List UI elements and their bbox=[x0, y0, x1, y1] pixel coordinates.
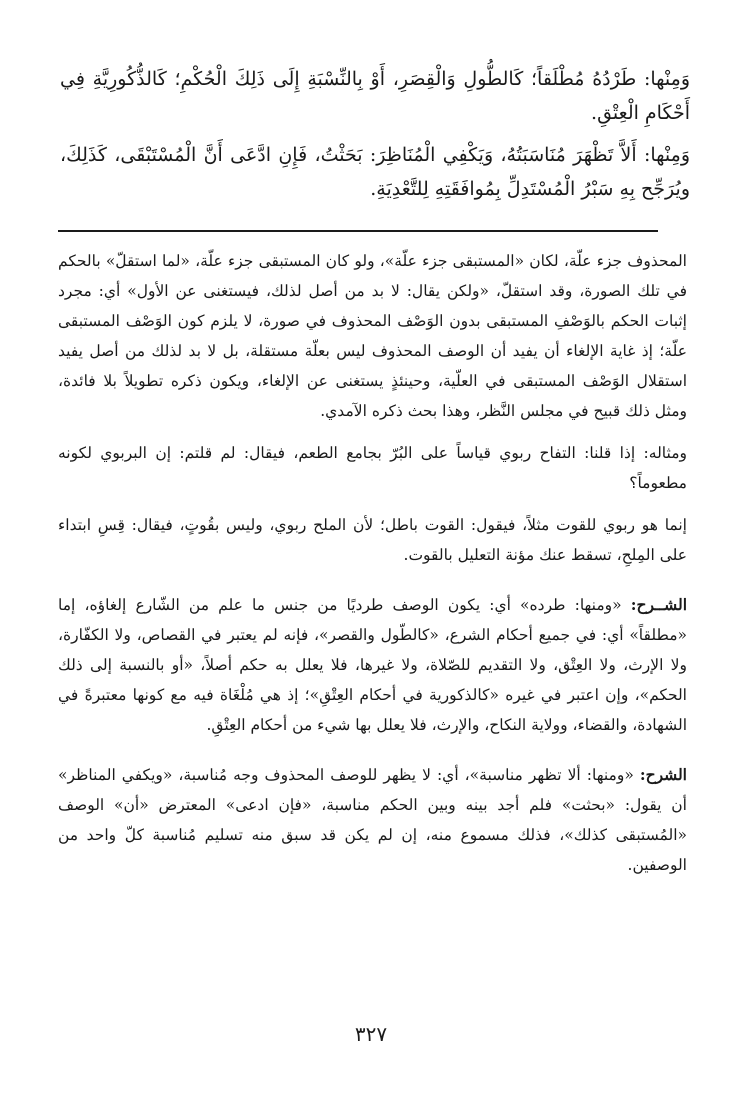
sharh-label: الشــرح: bbox=[630, 595, 687, 614]
page-number: ٣٢٧ bbox=[354, 1022, 388, 1046]
commentary-paragraph-5 bbox=[58, 760, 687, 880]
matn-line-2: وَمِنْها: أَلاَّ تَظْهَرَ مُنَاسَبَتُهُ، وَيَكْفِي الْمُنَاظِرَ: بَحَثْتُ، فَإِنِ ادَّعَى أَنَّ الْمُسْتَبْقَى، كَذَلِكَ، ويُرَجِّح بِهِ سَبْرُ الْمُسْتَدِلِّ بِمُوافَقَتِهِ لِلتَّعْدِيَةِ. bbox=[60, 144, 690, 200]
sharh-label-2: الشرح: bbox=[639, 765, 687, 784]
commentary-paragraph-5-text: «ومنها: ألا تظهر مناسبة»، أي: لا يظهر للوصف المحذوف وجه مُناسبة، «ويكفي المناظر» أن يقول: «بحثت» فلم أجد بينه وبين الحكم مناسبة، «فإن ادعى» المعترض «أن» الوصف «المُستبقى كذلك»، فذلك مسموع منه، إن لم يكن قد سبق منه تسليم مُناسبة كلّ واحد من الوصفين. bbox=[58, 766, 687, 874]
main-text bbox=[60, 62, 690, 214]
commentary-paragraph-2: ومثاله: إذا قلنا: التفاح ربوي قياساً على البُرّ بجامع الطعم، فيقال: لم قلتم: إن البربوي لكونه مطعوماً؟ bbox=[58, 444, 687, 492]
commentary-paragraph-4 bbox=[58, 590, 687, 740]
matn-line-1: وَمِنْها: طَرْدُهُ مُطْلَقاً؛ كَالطُّولِ وَالْقِصَرِ، أَوْ بِالنِّسْبَةِ إِلَى ذَلِكَ الْحُكْمِ؛ كَالذُّكُورِيَّةِ فِي أَحْكَامِ الْعِتْقِ. bbox=[60, 68, 690, 124]
commentary-paragraph-1: المحذوف جزء علّة، لكان «المستبقى جزء علّة»، ولو كان المستبقى جزء علّة، «لما استقلّ» بالحكم في تلك الصورة، وقد استقلّ، «ولكن يقال: لا بد من أصل لذلك، فيستغنى عن الأول» أي: مجرد إثبات الحكم بالوَصْفِ المستبقى بدون الوَصْف المحذوف في صورة، لا يلزم كون الوَصْف المستبقى علّة؛ إذ غاية الإلغاء أن يفيد أن الوصف المحذوف ليس بعلّة مستقلة، بل لا بد لذلك من أصل يفيد استقلال الوَصْف المستبقى في العلّية، وحينئذٍ يستغنى عن الإلغاء، ويكون ذكره تطويلاً بلا فائدة، ومثل ذلك قبيح في مجلس النَّظر، وهذا بحث ذكره الآمدي. bbox=[58, 252, 687, 420]
commentary bbox=[58, 246, 687, 880]
commentary-paragraph-4-text: «ومنها: طرده» أي: يكون الوصف طرديًا من جنس ما علم من الشّارع إلغاؤه، إما «مطلقاً» أي: في جميع أحكام الشرع، «كالطّول والقصر»، فإنه لم يعتبر في القصاص، ولا الكفّارة، ولا الإرث، ولا العِتْق، ولا التقديم للصّلاة، ولا غيرها، فلا يعلل به حكم أصلاً، «أو بالنسبة إلى ذلك الحكم»، وإن اعتبر في غيره «كالذكورية في أحكام العِتْقِ»؛ إذ هي مُلْغَاة فيه مع كونها معتبرةً في الشهادة، والقضاء، وولاية النكاح، والإرث، فلا يعلل بها شيء من أحكام العِتْقِ. bbox=[58, 596, 687, 734]
commentary-paragraph-3: إنما هو ربوي للقوت مثلاً، فيقول: القوت باطل؛ لأن الملح ربوي، وليس بقُوتٍ، فيقال: قِسِ ابتداء على المِلحِ، تسقط عنك مؤنة التعليل بالقوت. bbox=[58, 516, 687, 564]
separator-rule bbox=[58, 230, 658, 232]
